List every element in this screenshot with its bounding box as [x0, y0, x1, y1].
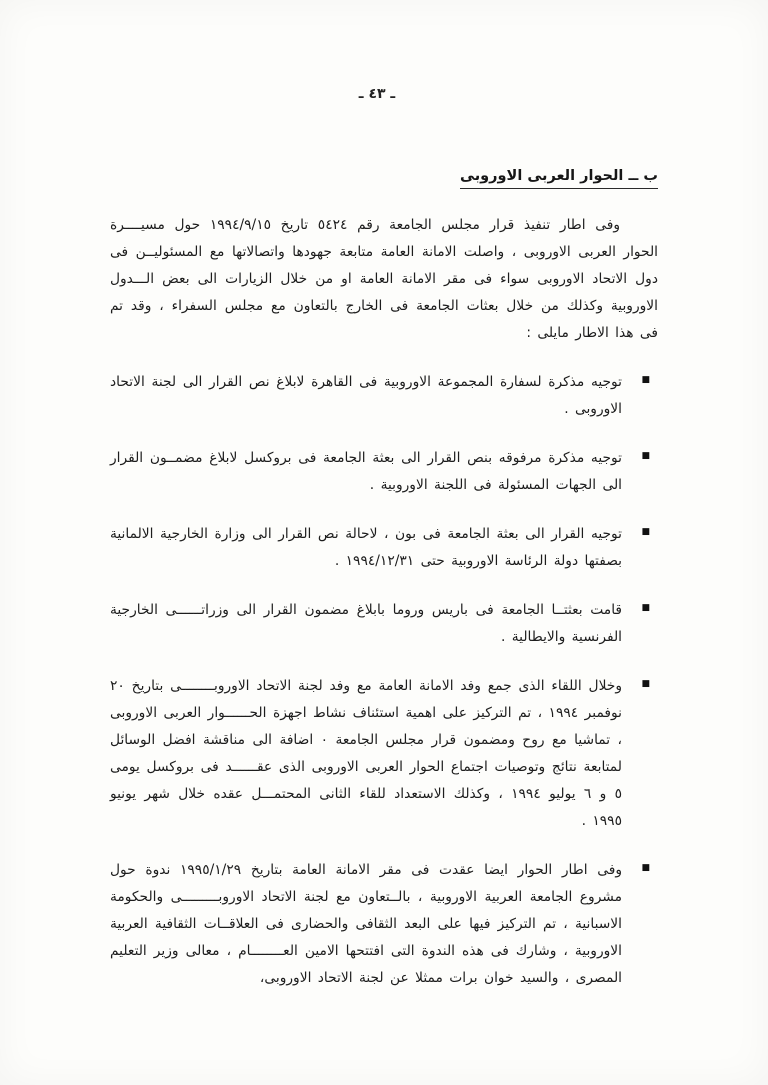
bullet-marker-icon: ■	[641, 863, 650, 873]
bullet-paragraph	[110, 521, 658, 575]
bullet-paragraph	[110, 445, 658, 499]
bullet-paragraph	[110, 673, 658, 835]
intro-paragraph	[110, 212, 658, 347]
paragraph-text: توجيه القرار الى بعثة الجامعة فى بون ، لاحالة نص القرار الى وزارة الخارجية الالمانية بصفتها دولة الرئاسة الاوروبية حتى ١٩٩٤/١٢/٣١ .	[110, 526, 622, 569]
bullet-marker-icon: ■	[641, 603, 650, 613]
paragraph-text: قامت بعثتــا الجامعة فى باريس وروما بابلاغ مضمون القرار الى وزراتــــــى الخارجية الفرنسية والايطالية .	[110, 602, 622, 645]
paragraph-text: وخلال اللقاء الذى جمع وفد الامانة العامة مع وفد لجنة الاتحاد الاوروبــــــــى بتاريخ ٢٠ نوفمبر ١٩٩٤ ، تم التركيز على اهمية استئناف نشاط اجهزة الحــــــوار العربى الاوروبى ، تماشيا مع روح ومضمون قرار مجلس الجامعة ۰ اضافة الى مناقشة افضل الوسائل لمتابعة نتائج وتوصيات اجتماع الحوار العربى الاوروبى الذى عقــــــد فى بروكسل يومى ٥ و ٦ يوليو ١٩٩٤ ، وكذلك الاستعداد للقاء الثانى المحتمـــل عقده خلال شهر يونيو ١٩٩٥ .	[110, 678, 623, 829]
paragraph-text: وفى اطار الحوار ايضا عقدت فى مقر الامانة العامة بتاريخ ١٩٩٥/١/٢٩ ندوة حول مشروع الجامعة العربية الاوروبية ، بالــتعاون مع لجنة الاتحاد الاوروبـــــــــى والحكومة الاسبانية ، تم التركيز فيها على البعد الثقافى والحضارى فى العلاقــات الثقافية العربية الاوروبية ، وشارك فى هذه الندوة التى افتتحها الامين العــــــــام ، معالى وزير التعليم المصرى ، والسيد خوان برات ممثلا عن لجنة الاتحاد الاوروبى،	[110, 862, 622, 986]
paragraph-text: توجيه مذكرة لسفارة المجموعة الاوروبية فى القاهرة لابلاغ نص القرار الى لجنة الاتحاد الاوروبى .	[110, 374, 622, 417]
bullet-paragraph	[110, 857, 658, 992]
bullet-marker-icon: ■	[641, 375, 650, 385]
bullet-marker-icon: ■	[641, 679, 650, 689]
bullet-marker-icon: ■	[641, 451, 650, 461]
paragraphs	[110, 212, 658, 992]
bullet-paragraph	[110, 369, 658, 423]
paragraph-text: توجيه مذكرة مرفوقه بنص القرار الى بعثة الجامعة فى بروكسل لابلاغ مضمــون القرار الى الجهات المسئولة فى اللجنة الاوروبية .	[110, 450, 622, 493]
bullet-marker-icon: ■	[641, 527, 650, 537]
bullet-paragraph	[110, 597, 658, 651]
section-heading: ب ــ الحوار العربى الاوروبى	[460, 168, 658, 189]
page-number: ـ ٤٣ ـ	[358, 86, 396, 102]
paragraph-text: وفى اطار تنفيذ قرار مجلس الجامعة رقم ٥٤٢٤ تاريخ ١٩٩٤/٩/١٥ حول مسيــــرة الحوار العربى الاوروبى ، واصلت الامانة العامة متابعة جهودها واتصالاتها مع المسئوليــن فى دول الاتحاد الاوروبى سواء فى مقر الامانة العامة او من خلال الزيارات الى بعض الـــدول الاوروبية وكذلك من خلال بعثات الجامعة فى الخارج بالتعاون مع مجلس السفراء ، وقد تم فى هذا الاطار مايلى :	[110, 217, 658, 341]
